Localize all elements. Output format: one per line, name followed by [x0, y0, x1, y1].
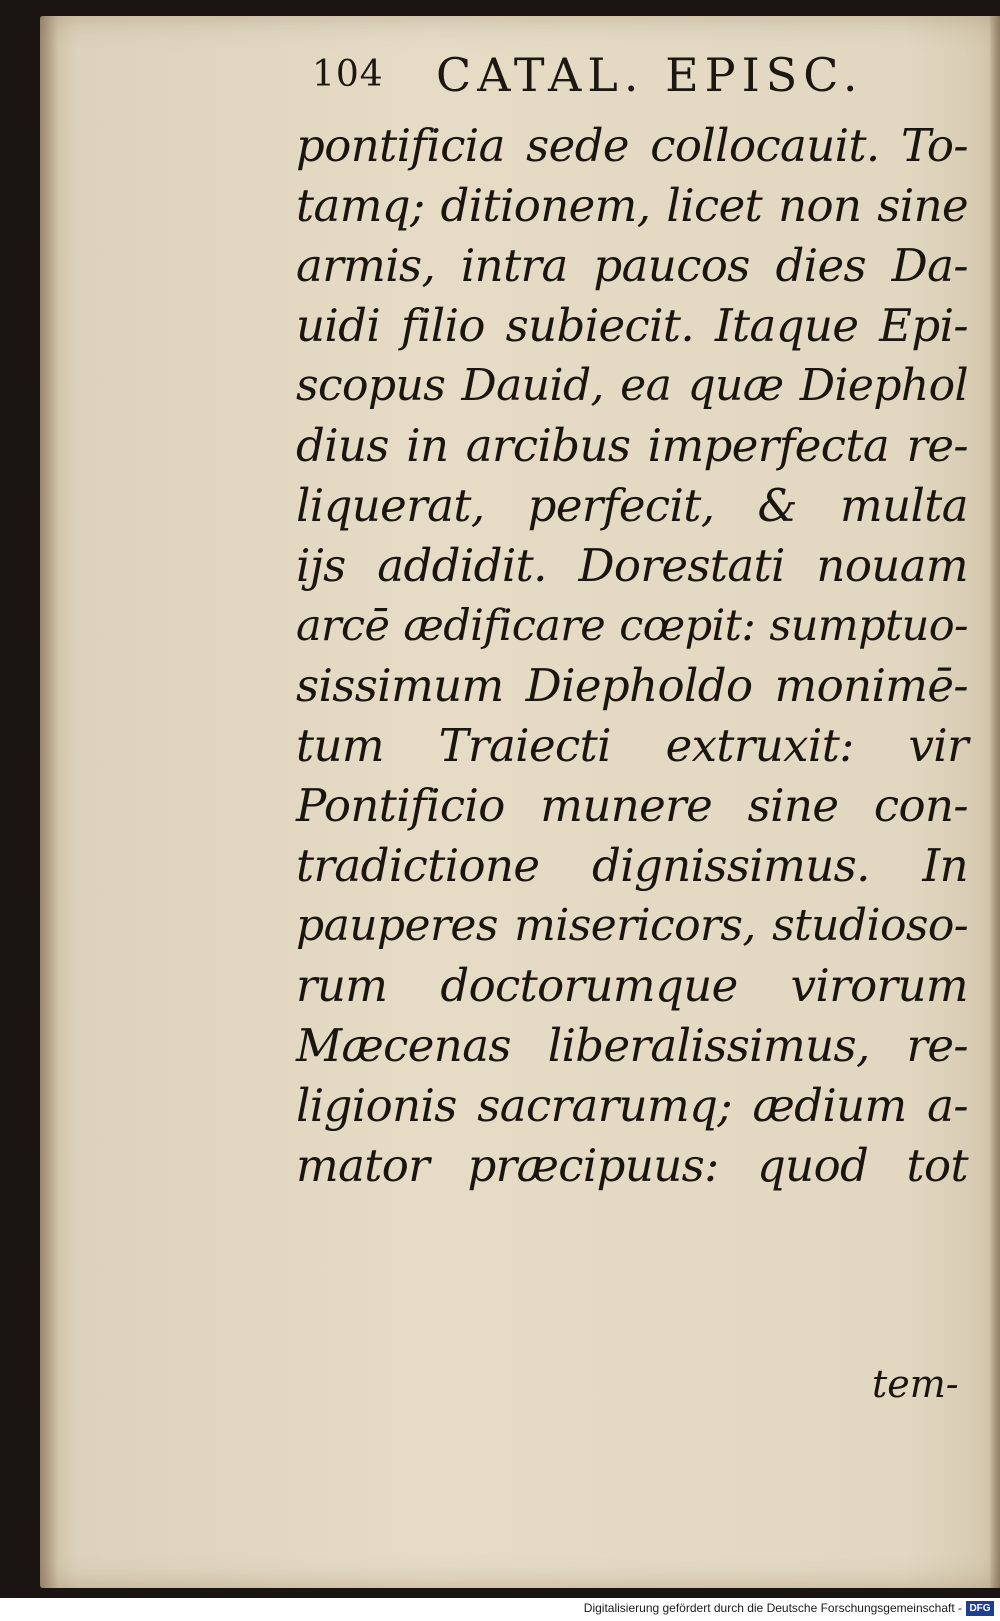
page-edge-shadow — [990, 16, 1000, 1588]
text-line: mator præcipuus: quod tot — [296, 1139, 968, 1192]
text-line: tamq; ditionem, licet non sine — [296, 179, 968, 232]
catchword: tem- — [872, 1362, 959, 1406]
running-head — [312, 48, 952, 110]
text-line: tum Traiecti extruxit: vir — [296, 719, 968, 772]
text-line: dius in arcibus imperfecta re- — [296, 419, 968, 472]
text-line: rum doctorumque virorum — [296, 959, 968, 1012]
text-line: liquerat, perfecit, & multa — [296, 479, 968, 532]
text-line: pontificia sede collocauit. To- — [296, 119, 968, 172]
text-line: Pontificio munere sine con- — [296, 779, 968, 832]
digitization-footer — [0, 1598, 1000, 1621]
text-line: Mæcenas liberalissimus, re- — [296, 1019, 968, 1072]
text-line: ijs addidit. Dorestati nouam — [296, 539, 968, 592]
running-title: CATAL. EPISC. — [436, 48, 864, 102]
text-line: armis, intra paucos dies Da- — [296, 239, 968, 292]
page-gutter-shadow — [40, 16, 58, 1588]
text-line: tradictione dignissimus. In — [296, 839, 968, 892]
text-line: sissimum Diepholdo monimē- — [296, 659, 968, 712]
text-line: scopus Dauid, ea quæ Diephol — [296, 360, 968, 411]
dfg-logo: DFG — [966, 1601, 994, 1616]
text-line: uidi filio subiecit. Itaque Epi- — [296, 299, 968, 352]
text-line: ligionis sacrarumq; ædium a- — [296, 1079, 968, 1132]
text-line: arcē ædificare cœpit: sumptuo- — [296, 601, 968, 651]
text-line: pauperes misericors, studioso- — [296, 900, 968, 951]
body-text — [296, 116, 968, 1196]
funding-note: Digitalisierung gefördert durch die Deutsche Forschungsgemeinschaft - — [583, 1601, 962, 1615]
page-number: 104 — [312, 54, 384, 95]
